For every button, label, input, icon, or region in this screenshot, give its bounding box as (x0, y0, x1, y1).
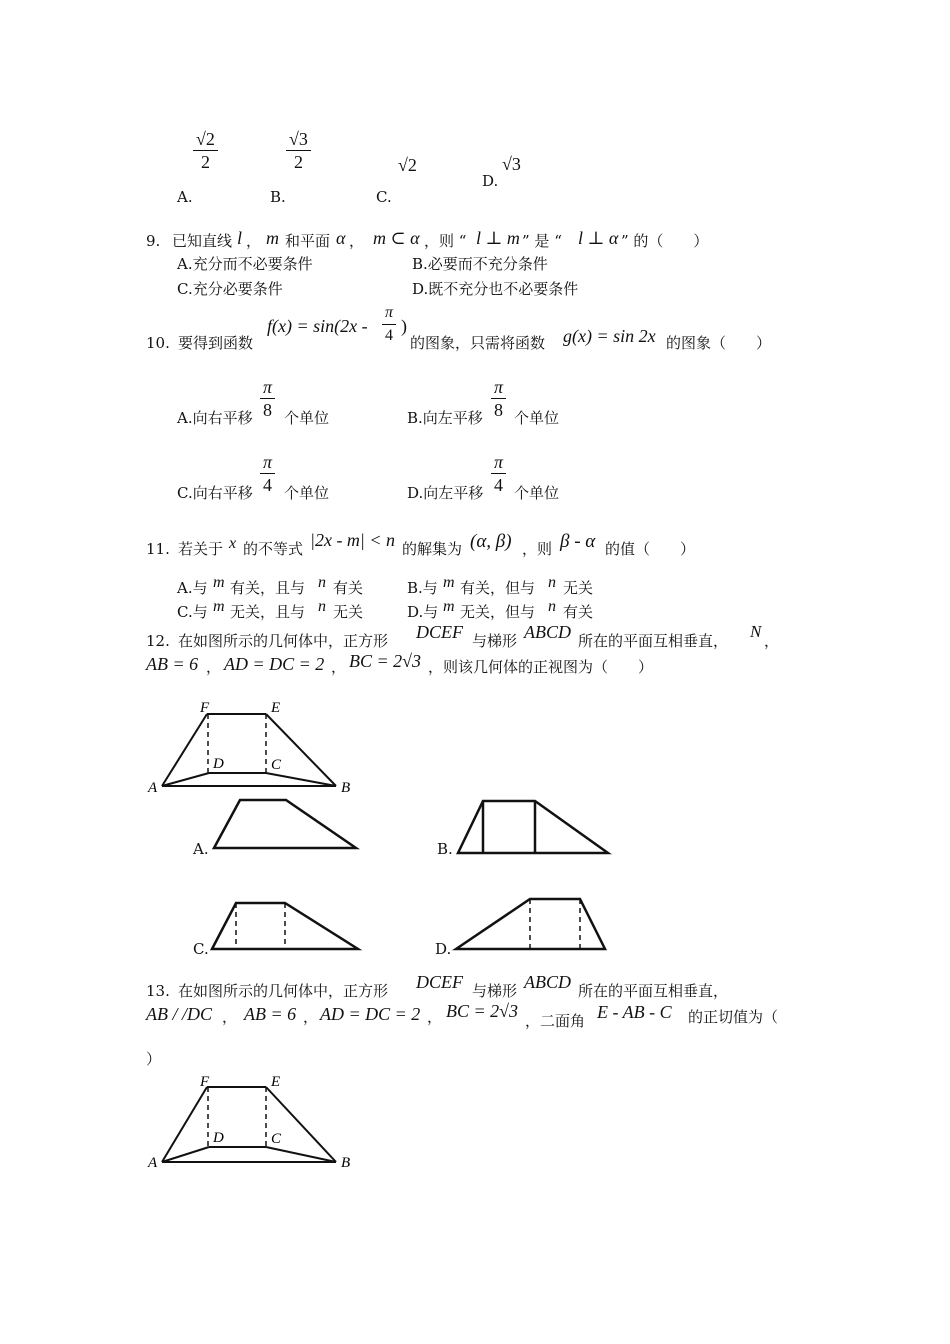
q12-option-b-view (456, 798, 612, 856)
label-B: B (341, 780, 351, 796)
q13-sep-0: ， (222, 1008, 238, 1026)
q13-square: DCEF (416, 972, 463, 992)
q12-text-2: 与梯形 (472, 632, 518, 650)
q10-f-right: ) (401, 316, 407, 336)
q13-text-3: 所在的平面互相垂直， (578, 982, 729, 1000)
q11-expression: β - α (560, 531, 596, 552)
q13-sep-a: ， (303, 1008, 319, 1026)
q12-text-4: ， (764, 632, 780, 650)
q10-f-left: f(x) = sin(2x - (267, 316, 368, 336)
q9-option-c: C.充分必要条件 (177, 280, 283, 298)
q12-sep-a: ， (206, 658, 222, 676)
q12-option-c-label: C. (193, 940, 209, 958)
q12-option-a-label: A. (193, 840, 209, 858)
q10-text-1: 要得到函数 (178, 334, 254, 352)
q13-cond-3: BC = 2√3 (446, 1001, 519, 1021)
q9-option-b: B.必要而不充分条件 (412, 255, 548, 273)
q9-sep-2: ， (349, 232, 365, 250)
q9-text-1: 已知直线 (172, 232, 233, 250)
q13-text-4: ，二面角 (525, 1012, 586, 1030)
q11-number: 11. (146, 540, 170, 558)
q10-g: g(x) = sin 2x (563, 326, 656, 346)
q12-N: N (750, 622, 762, 641)
q13-text-6: ） (146, 1050, 162, 1068)
q9-option-a: A.充分而不必要条件 (177, 255, 313, 273)
q13-number: 13. (146, 982, 170, 1000)
q11-text-2: 的不等式 (243, 540, 304, 558)
q10-option-c-pre: C.向右平移 (177, 484, 253, 502)
q10-option-d-pre: D.向左平移 (407, 484, 484, 502)
q11-text-3: 的解集为 (402, 540, 463, 558)
q9-text-4: ” 是 “ (522, 232, 562, 250)
label-D: D (213, 1130, 224, 1146)
q10-option-a-pre: A.向右平移 (177, 409, 253, 427)
q11-text-4: ，则 (522, 540, 553, 558)
label-F: F (200, 700, 210, 716)
q8-option-d-value: √3 (502, 154, 521, 174)
q10-option-b-fraction: $\frac{\pi}{8}$ (491, 376, 506, 421)
q12-number: 12. (146, 632, 170, 650)
q12-text-5: ，则该几何体的正视图为（ ） (428, 658, 654, 676)
q11-text-1: 若关于 (178, 540, 224, 558)
q11-solution-set: (α, β) (470, 531, 512, 552)
q10-option-b-pre: B.向左平移 (407, 409, 483, 427)
q10-option-d-post: 个单位 (514, 484, 560, 502)
q9-text-5: ” 的（ ） (621, 232, 709, 250)
q9-text-3: ，则 “ (424, 232, 467, 250)
q12-option-a-view (212, 798, 360, 850)
q12-text-1: 在如图所示的几何体中，正方形 (178, 632, 389, 650)
q13-angle: E - AB - C (597, 1002, 672, 1022)
q11-text-5: 的值（ ） (605, 540, 696, 558)
q13-cond-2: AD = DC = 2 (320, 1004, 421, 1024)
q9-sep-1: ， (246, 232, 262, 250)
label-B: B (341, 1155, 351, 1171)
q12-cond-3: BC = 2√3 (349, 651, 422, 671)
q9-prop-2: l ⊥ α (578, 228, 619, 248)
q11-inequality: |2x - m| < n (310, 530, 396, 550)
label-A: A (148, 1155, 158, 1171)
q12-trapezoid: ABCD (524, 622, 571, 642)
q12-option-b-label: B. (437, 840, 453, 858)
q10-text-2: 的图象，只需将函数 (410, 334, 546, 352)
q10-option-a-fraction: $\frac{\pi}{8}$ (260, 376, 275, 421)
q12-geometry-figure (140, 696, 370, 800)
q8-option-b-label: B. (270, 188, 286, 206)
q8-option-a-label: A. (177, 188, 193, 206)
q12-cond-1: AB = 6 (146, 654, 199, 674)
q13-cond-0: AB / /DC (146, 1004, 212, 1024)
q9-number: 9. (146, 232, 161, 250)
q13-cond-1: AB = 6 (244, 1004, 297, 1024)
label-E: E (271, 1074, 281, 1090)
label-C: C (271, 1131, 282, 1147)
q10-option-a-post: 个单位 (284, 409, 330, 427)
q9-plane-alpha: α (336, 228, 346, 248)
q9-line-l: l (237, 228, 243, 248)
q12-sep-b: ， (331, 658, 347, 676)
q10-option-b-post: 个单位 (514, 409, 560, 427)
q11-var-x: x (229, 535, 237, 552)
label-E: E (271, 700, 281, 716)
q9-text-2: 和平面 (285, 232, 331, 250)
q13-trapezoid: ABCD (524, 972, 571, 992)
q12-option-d-label: D. (435, 940, 452, 958)
q10-number: 10. (146, 334, 170, 352)
q9-condition: m ⊂ α (373, 228, 420, 248)
q9-prop-1: l ⊥ m (476, 228, 520, 248)
q8-option-b-fraction: $\frac{√3}{2}$ (286, 128, 311, 173)
q8-option-c-label: C. (376, 188, 392, 206)
q13-text-2: 与梯形 (472, 982, 518, 1000)
q13-text-5: 的正切值为（ (688, 1008, 779, 1026)
q13-geometry-figure (140, 1072, 370, 1176)
q13-text-1: 在如图所示的几何体中，正方形 (178, 982, 389, 1000)
q10-text-3: 的图象（ ） (666, 334, 772, 352)
q10-option-d-fraction: $\frac{\pi}{4}$ (491, 451, 506, 496)
q12-text-3: 所在的平面互相垂直， (578, 632, 729, 650)
label-D: D (213, 756, 224, 772)
q9-option-d: D.既不充分也不必要条件 (412, 280, 579, 298)
q8-option-a-fraction: $\frac{√2}{2}$ (193, 128, 218, 173)
q8-option-c-value: √2 (398, 155, 417, 175)
q10-option-c-fraction: $\frac{\pi}{4}$ (260, 451, 275, 496)
q12-option-d-view (453, 896, 609, 952)
q12-cond-2: AD = DC = 2 (224, 654, 325, 674)
q8-option-d-label: D. (482, 172, 499, 190)
q9-line-m: m (266, 228, 279, 248)
q12-option-c-view (210, 898, 362, 952)
label-C: C (271, 757, 282, 773)
label-A: A (148, 780, 158, 796)
q13-sep-b: ， (427, 1008, 443, 1026)
label-F: F (200, 1074, 210, 1090)
q10-option-c-post: 个单位 (284, 484, 330, 502)
q10-f-fraction: $\frac{\pi}{4}$ (382, 302, 396, 347)
q12-square: DCEF (416, 622, 463, 642)
